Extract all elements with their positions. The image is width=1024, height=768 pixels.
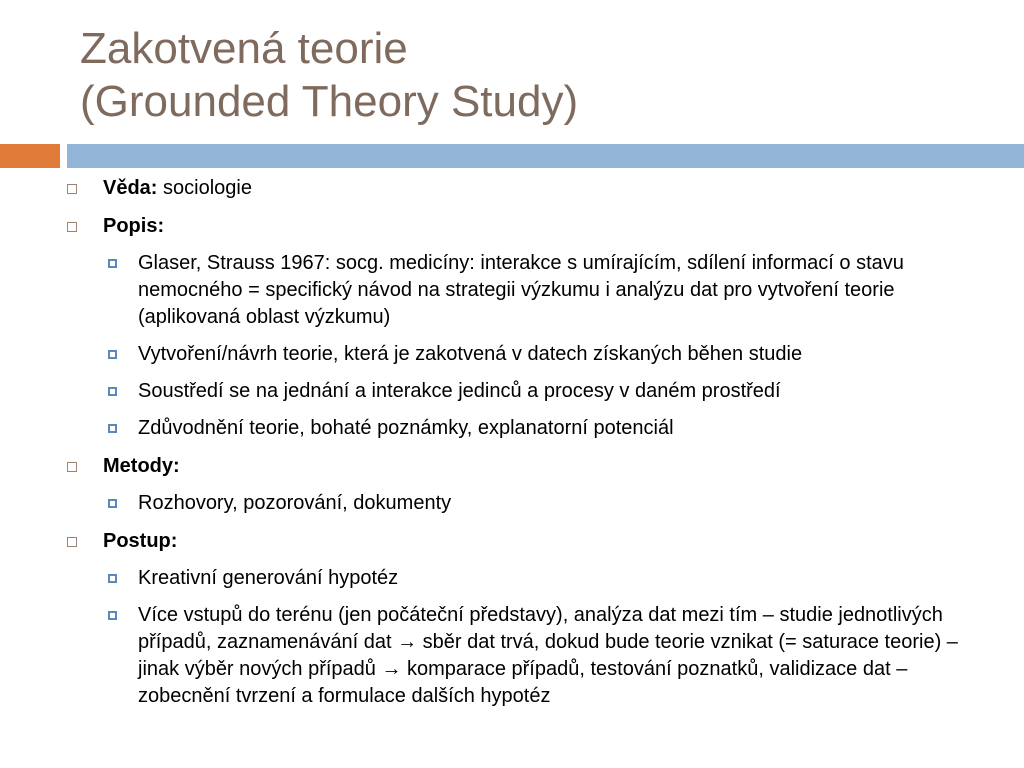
bullet-popis xyxy=(66,213,966,240)
filled-square-bullet-icon xyxy=(108,259,117,268)
veda-text: sociologie xyxy=(157,177,252,199)
list-item xyxy=(108,378,966,405)
filled-square-bullet-icon xyxy=(108,499,117,508)
metody-label: Metody: xyxy=(103,455,180,477)
accent-bar-blue xyxy=(67,144,1024,168)
bullet-metody xyxy=(66,453,966,480)
slide-content xyxy=(66,175,966,710)
square-bullet-icon xyxy=(67,537,77,547)
list-item xyxy=(108,565,966,592)
popis-item-3: Soustředí se na jednání a interakce jedinců a procesy v daném prostředí xyxy=(138,380,781,402)
filled-square-bullet-icon xyxy=(108,350,117,359)
list-item xyxy=(108,415,966,442)
slide-title xyxy=(80,22,578,128)
postup-item-1: Kreativní generování hypotéz xyxy=(138,567,399,589)
accent-bar-orange xyxy=(0,144,60,168)
popis-item-1: Glaser, Strauss 1967: socg. medicíny: interakce s umírajícím, sdílení informací o stavu nemocného = specifický návod na strategii výzkumu i analýzu dat pro vytvoření teorie (aplikovaná oblast výzkumu) xyxy=(138,252,904,328)
popis-label: Popis: xyxy=(103,215,165,237)
title-line-2: (Grounded Theory Study) xyxy=(80,77,579,126)
title-line-1: Zakotvená teorie xyxy=(80,24,408,73)
postup-item-2: Více vstupů do terénu (jen počáteční představy), analýza dat mezi tím – studie jednotlivých případů, zaznamenávání dat → sběr dat trvá, dokud bude teorie vznikat (= saturace teorie) – jinak výběr nových případů → komparace případů, testování poznatků, validizace dat – zobecnění tvrzení a formulace dalších hypotéz xyxy=(138,604,958,707)
postup-label: Postup: xyxy=(103,530,178,552)
list-item xyxy=(108,602,966,710)
bullet-veda xyxy=(66,175,966,202)
list-item xyxy=(108,490,966,517)
square-bullet-icon xyxy=(67,462,77,472)
filled-square-bullet-icon xyxy=(108,611,117,620)
square-bullet-icon xyxy=(67,222,77,232)
metody-item-1: Rozhovory, pozorování, dokumenty xyxy=(138,492,452,514)
filled-square-bullet-icon xyxy=(108,387,117,396)
filled-square-bullet-icon xyxy=(108,424,117,433)
filled-square-bullet-icon xyxy=(108,574,117,583)
list-item xyxy=(108,341,966,368)
square-bullet-icon xyxy=(67,184,77,194)
popis-item-4: Zdůvodnění teorie, bohaté poznámky, explanatorní potenciál xyxy=(138,417,674,439)
list-item xyxy=(108,250,966,331)
bullet-postup xyxy=(66,528,966,555)
popis-item-2: Vytvoření/návrh teorie, která je zakotvená v datech získaných běhen studie xyxy=(138,343,803,365)
veda-label: Věda: xyxy=(103,177,158,199)
